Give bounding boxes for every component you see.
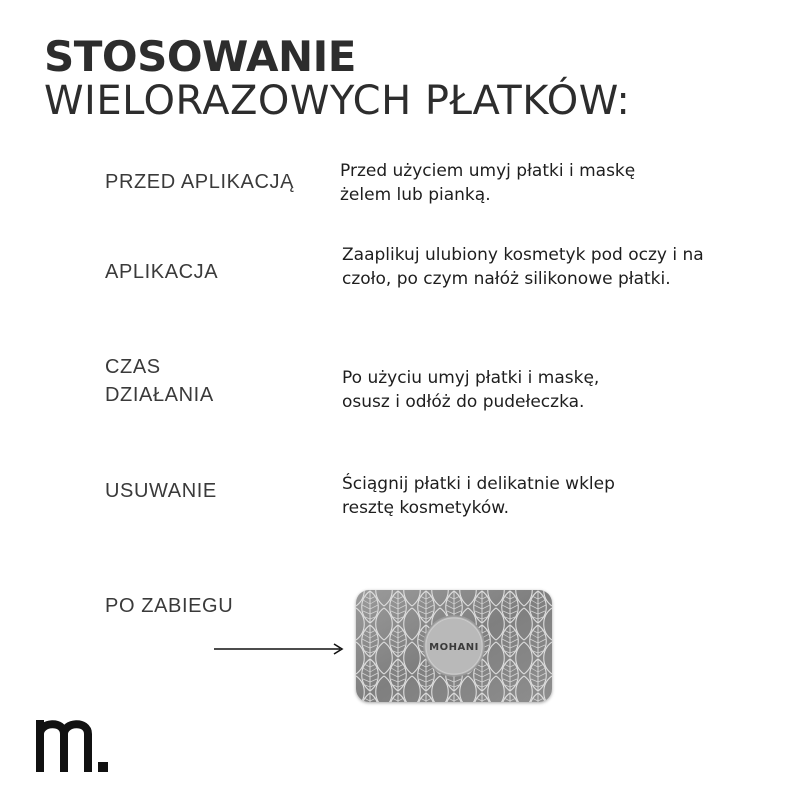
leaf-pattern-icon (356, 590, 552, 702)
brand-badge: MOHANI (429, 642, 479, 653)
step-description-before-application: Przed użyciem umyj płatki i maskę żelem lub pianką. (340, 161, 636, 205)
step-label-action-time: CZAS DZIAŁANIA (105, 356, 214, 406)
product-box-image (356, 590, 552, 702)
page-subtitle: WIELORAZOWYCH PŁATKÓW: (44, 78, 631, 124)
step-label-application: APLIKACJA (105, 261, 219, 283)
step-label-before-application: PRZED APLIKACJĄ (105, 171, 295, 193)
arrow-right-icon (214, 640, 346, 658)
step-description-application: Zaaplikuj ulubiony kosmetyk pod oczy i na czoło, po czym nałóż silikonowe płatki. (342, 245, 704, 289)
step-description-action-time: Po użyciu umyj płatki i maskę, osusz i odłóż do pudełeczka. (342, 368, 600, 412)
step-label-after-treatment: PO ZABIEGU (105, 595, 234, 617)
page-title: STOSOWANIE (44, 32, 356, 81)
step-label-removal: USUWANIE (105, 480, 217, 502)
step-description-removal: Ściągnij płatki i delikatnie wklep resztę kosmetyków. (342, 474, 615, 518)
m-dot-logo-icon (36, 714, 116, 778)
